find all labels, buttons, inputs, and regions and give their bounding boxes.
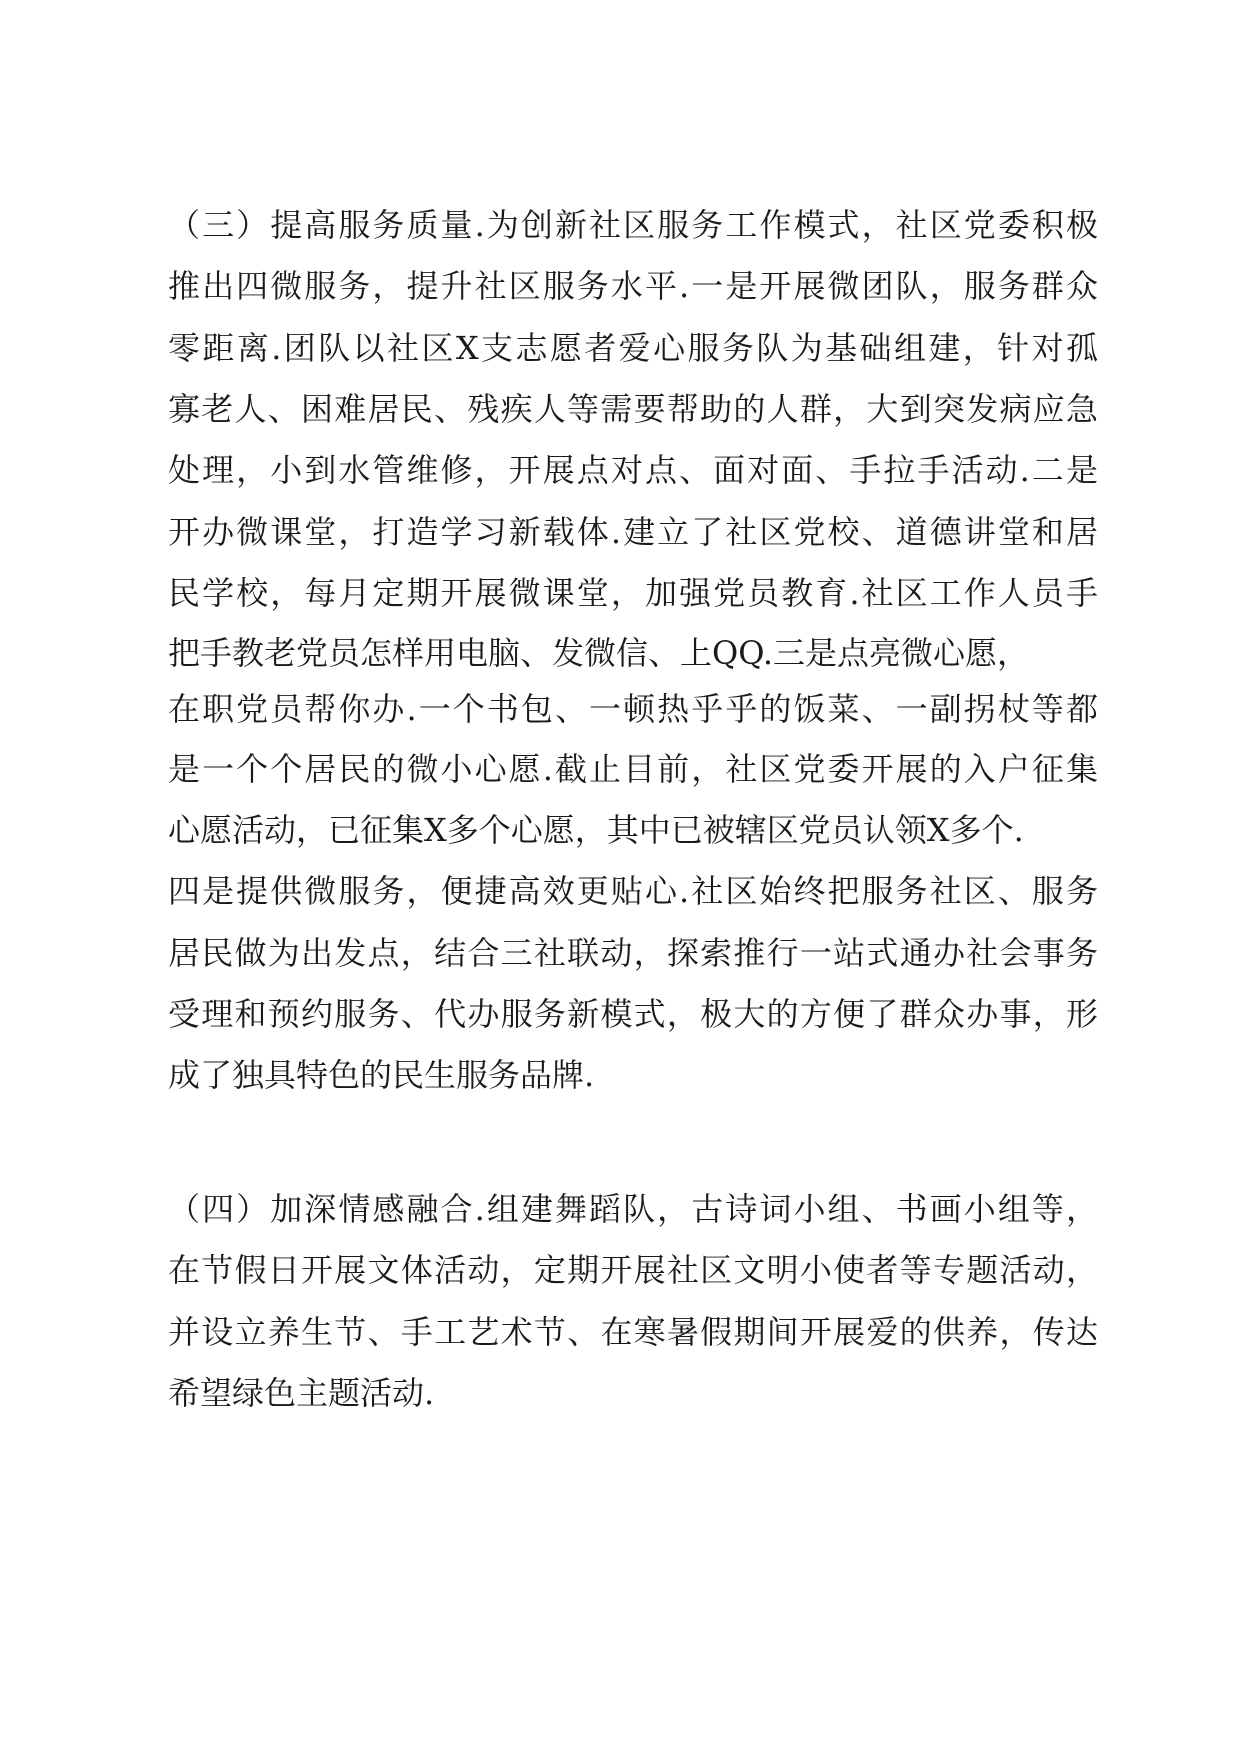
paragraph-line: 在职党员帮你办.一个书包、一顿热乎乎的饭菜、一副拐杖等都 [168,690,1098,728]
paragraph-line: 居民做为出发点，结合三社联动，探索推行一站式通办社会事务 [168,934,1098,972]
paragraph-line: 零距离.团队以社区X支志愿者爱心服务队为基础组建，针对孤 [168,329,1098,367]
paragraph-line: 心愿活动，已征集X多个心愿，其中已被辖区党员认领X多个. [168,811,1024,849]
paragraph-line: （四）加深情感融合.组建舞蹈队，古诗词小组、书画小组等， [168,1190,1098,1228]
paragraph-line: 开办微课堂，打造学习新载体.建立了社区党校、道德讲堂和居 [168,513,1098,551]
paragraph-line: （三）提高服务质量.为创新社区服务工作模式，社区党委积极 [168,206,1098,244]
paragraph-line: 在节假日开展文体活动，定期开展社区文明小使者等专题活动， [168,1251,1098,1289]
paragraph-line: 成了独具特色的民生服务品牌. [168,1056,595,1094]
paragraph-line: 民学校，每月定期开展微课堂，加强党员教育.社区工作人员手 [168,574,1098,612]
paragraph-line: 把手教老党员怎样用电脑、发微信、上QQ.三是点亮微心愿， [168,634,1030,672]
paragraph-line: 是一个个居民的微小心愿.截止目前，社区党委开展的入户征集 [168,750,1098,788]
paragraph-line: 受理和预约服务、代办服务新模式，极大的方便了群众办事，形 [168,995,1098,1033]
paragraph-line: 推出四微服务，提升社区服务水平.一是开展微团队，服务群众 [168,267,1098,305]
paragraph-line: 寡老人、困难居民、残疾人等需要帮助的人群，大到突发病应急 [168,390,1098,428]
paragraph-line: 并设立养生节、手工艺术节、在寒暑假期间开展爱的供养，传达 [168,1313,1098,1351]
paragraph-line: 四是提供微服务，便捷高效更贴心.社区始终把服务社区、服务 [168,872,1098,910]
paragraph-line: 希望绿色主题活动. [168,1374,435,1412]
paragraph-line: 处理，小到水管维修，开展点对点、面对面、手拉手活动.二是 [168,451,1098,489]
